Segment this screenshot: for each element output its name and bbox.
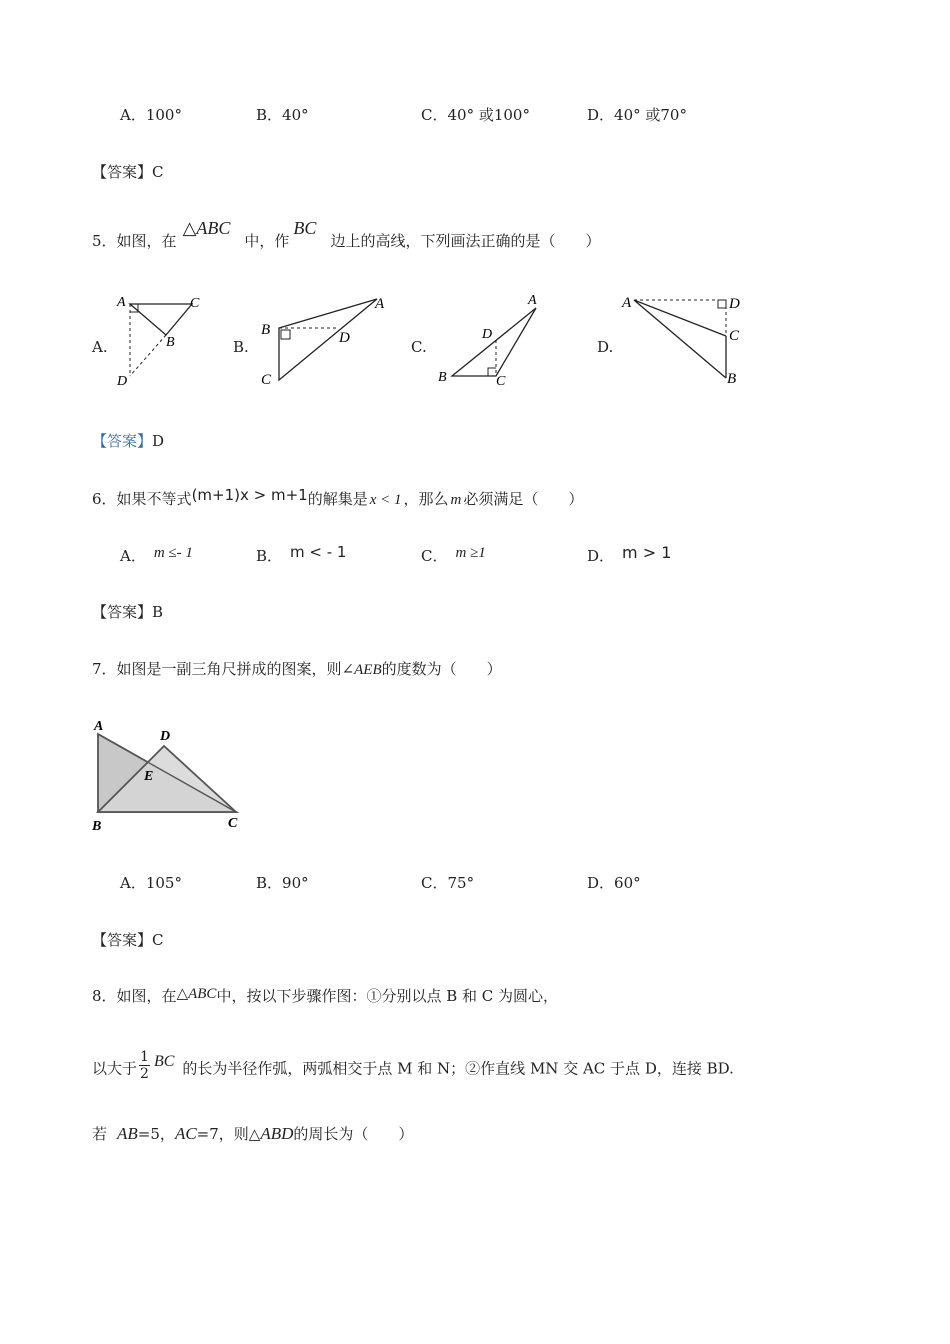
q5-fig-label-c: C.: [411, 338, 427, 356]
q6-option-c: C． m ≥1: [421, 545, 486, 565]
q7-angle-aeb: ∠AEB: [341, 662, 382, 678]
q6-option-b: B． m < - 1: [256, 543, 347, 565]
q4-answer: 【答案】C: [92, 163, 164, 181]
svg-text:A: A: [117, 295, 126, 310]
svg-text:C: C: [496, 374, 506, 389]
q6-question: 6．如果不等式(m+1)x > m+1的解集是 x < 1 ，那么 m 必须满足（ ）: [92, 486, 584, 508]
svg-text:C: C: [729, 328, 740, 344]
q6-option-d: D． m > 1: [587, 543, 672, 565]
q5-side-bc: BC: [293, 218, 317, 238]
svg-text:A: A: [94, 719, 104, 734]
svg-text:B: B: [438, 370, 447, 385]
svg-text:B: B: [92, 819, 102, 834]
q5-figure-b: [255, 290, 395, 390]
svg-text:C: C: [228, 816, 238, 831]
q8-fraction-half: $\frac{1}{2}$: [140, 1049, 149, 1082]
q6-answer: 【答案】B: [92, 603, 164, 621]
svg-text:A: A: [622, 295, 632, 311]
svg-text:B: B: [727, 371, 737, 387]
q5-figure-c: [432, 290, 557, 390]
q7-figure: [88, 712, 248, 836]
q6-inequality: (m+1)x > m+1: [191, 486, 308, 504]
q7-option-d: D．60°: [587, 874, 641, 892]
q7-question: 7．如图是一副三角尺拼成的图案，则∠AEB的度数为（ ）: [92, 660, 502, 678]
svg-text:E: E: [144, 769, 154, 784]
svg-text:D: D: [117, 374, 128, 389]
q5-triangle-abc: △ABC: [182, 218, 231, 238]
svg-text:A: A: [528, 293, 537, 308]
q8-line-3: 若 AB=5，AC=7，则△ABD的周长为（ ）: [92, 1124, 414, 1143]
q5-fig-label-b: B.: [233, 338, 249, 356]
svg-text:D: D: [160, 729, 171, 744]
svg-text:D: D: [339, 330, 350, 346]
q5-answer: 【答案】D: [92, 432, 165, 450]
q8-line-2: 以大于 $\frac{1}{2}$ BC 的长为半径作弧，两弧相交于点 M 和 N；②作直线 MN 交 AC 于点 D，连接 BD.: [92, 1049, 734, 1082]
q5-question: 5．如图，在△ABC中，作BC边上的高线，下列画法正确的是（ ）: [92, 218, 601, 250]
svg-text:C: C: [261, 372, 272, 388]
q8-triangle-abc: △ABC: [176, 986, 217, 1002]
q5-figure-d: [618, 290, 748, 390]
q4-option-c: C．40° 或100°: [421, 106, 530, 124]
svg-text:D: D: [482, 327, 493, 342]
q4-option-a: A．100°: [120, 106, 182, 124]
q6-option-a: A． m ≤- 1: [120, 545, 193, 565]
svg-text:B: B: [261, 322, 271, 338]
svg-text:B: B: [166, 335, 175, 350]
svg-text:A: A: [375, 296, 385, 312]
q4-option-d: D．40° 或70°: [587, 106, 687, 124]
q7-option-a: A．105°: [120, 874, 182, 892]
svg-text:C: C: [190, 296, 200, 311]
q5-fig-label-a: A.: [92, 338, 108, 356]
svg-text:D: D: [729, 296, 740, 312]
q7-option-b: B．90°: [256, 874, 309, 892]
q6-solution: x < 1: [369, 492, 402, 508]
q7-answer: 【答案】C: [92, 931, 164, 949]
q7-option-c: C．75°: [421, 874, 475, 892]
q5-figure-a: [110, 290, 210, 390]
q8-line-1: 8．如图，在△ABC中，按以下步骤作图：①分别以点 B 和 C 为圆心，: [92, 986, 559, 1005]
q4-option-b: B．40°: [256, 106, 309, 124]
q5-fig-label-d: D.: [597, 338, 614, 356]
